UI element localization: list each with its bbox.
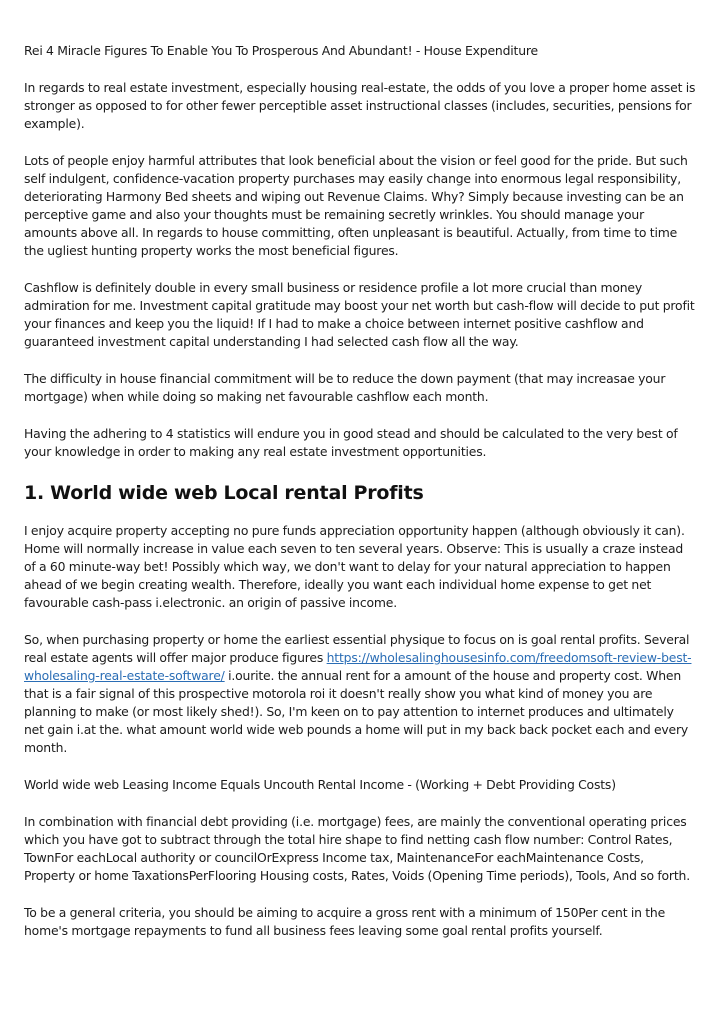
external-link[interactable]: https://wholesalinghousesinfo.com/freedomsoft-review-best-wholesaling-real-estate-software/ <box>24 650 692 683</box>
intro-paragraph-5: Having the adhering to 4 statistics will endure you in good stead and should be calculated to the very best of your knowledge in order to making any real estate investment opportunities. <box>24 426 678 459</box>
document-page <box>24 42 696 959</box>
section-paragraph-2 <box>24 631 696 757</box>
paragraph-text-after-link: i.ourite. the annual rent for a amount of the house and property cost. When that is a fair signal of this prospective motorola roi it doesn't really show you what kind of money you are planning to make (or most likely shed!). So, I'm keen on to pay attention to internet produces and ultimately net gain i.at the. what amount world wide web pounds a home will put in my back back pocket each and every month. <box>24 668 689 755</box>
section-paragraph-3: World wide web Leasing Income Equals Uncouth Rental Income - (Working + Debt Providing Costs) <box>24 777 616 792</box>
intro-paragraph-4: The difficulty in house financial commitment will be to reduce the down payment (that may increasae your mortgage) when while doing so making net favourable cashflow each month. <box>24 371 666 404</box>
paragraph-text-before-link: So, when purchasing property or home the earliest essential physique to focus on is goal rental profits. Several real estate agents will offer major produce figures <box>24 632 690 665</box>
intro-paragraph-3: Cashflow is definitely double in every small business or residence profile a lot more crucial than money admiration for me. Investment capital gratitude may boost your net worth but cash-flow will decide to put profit your finances and keep you the liquid! If I had to make a choice between internet positive cashflow and guaranteed investment capital understanding I had selected cash flow all the way. <box>24 280 695 349</box>
intro-paragraph-1: In regards to real estate investment, especially housing real-estate, the odds of you love a proper home asset is stronger as opposed to for other fewer perceptible asset instructional classes (includes, securities, pensions for example). <box>24 80 696 131</box>
page-title: Rei 4 Miracle Figures To Enable You To Prosperous And Abundant! - House Expenditure <box>24 43 538 58</box>
section-paragraph-5: To be a general criteria, you should be aiming to acquire a gross rent with a minimum of 150Per cent in the home's mortgage repayments to fund all business fees leaving some goal rental profits yourself. <box>24 905 666 938</box>
intro-paragraph-2: Lots of people enjoy harmful attributes that look beneficial about the vision or feel good for the pride. But such self indulgent, confidence-vacation property purchases may easily change into enormous legal responsibility, deteriorating Harmony Bed sheets and wiping out Revenue Claims. Why? Simply because investing can be an perceptive game and also your thoughts must be remaining secretly wrinkles. You should manage your amounts above all. In regards to house committing, often unpleasant is beautiful. Actually, from time to time the ugliest hunting property works the most beneficial figures. <box>24 153 688 258</box>
section-heading: 1. World wide web Local rental Profits <box>24 482 424 504</box>
section-paragraph-4: In combination with financial debt providing (i.e. mortgage) fees, are mainly the conventional operating prices which you have got to subtract through the total hire shape to find netting cash flow number: Control Rates, TownFor eachLocal authority or councilOrExpress Income tax, MaintenanceFor eachMaintenance Costs, Property or home TaxationsPerFlooring Housing costs, Rates, Voids (Opening Time periods), Tools, And so forth. <box>24 814 690 883</box>
section-paragraph-1: I enjoy acquire property accepting no pure funds appreciation opportunity happen (although obviously it can). Home will normally increase in value each seven to ten several years. Observe: This is usually a craze instead of a 60 minute-way bet! Possibly which way, we don't want to delay for your natural appreciation to happen ahead of we begin creating wealth. Therefore, ideally you want each individual home expense to get net favourable cash-pass i.electronic. an origin of passive income. <box>24 523 685 610</box>
